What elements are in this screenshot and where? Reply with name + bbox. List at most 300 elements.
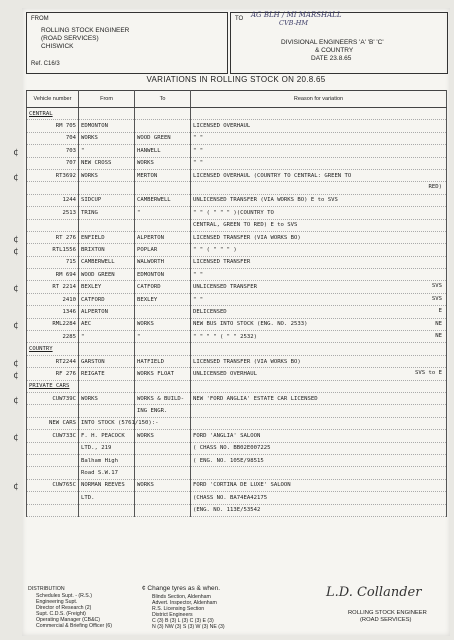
table-row — [27, 293, 447, 305]
table-row — [27, 368, 447, 380]
vehicle-cell — [27, 454, 79, 466]
extra-cell-text: NE — [435, 320, 442, 327]
to-cell — [135, 355, 191, 367]
section-row — [27, 108, 447, 120]
from-cell — [79, 157, 135, 169]
vehicle-cell-text: 1346 — [62, 308, 76, 315]
table-row — [27, 244, 447, 256]
vehicle-cell-text: 1244 — [62, 197, 76, 204]
from-line-1: ROLLING STOCK ENGINEER — [41, 27, 130, 34]
vehicle-cell — [13, 479, 79, 493]
to-cell — [135, 120, 191, 132]
table-body — [13, 108, 447, 517]
to-cell-text: WORKS — [137, 160, 154, 167]
reason-cell-text: " " — [193, 296, 204, 303]
vehicle-cell — [13, 281, 79, 295]
vehicle-cell — [13, 368, 79, 381]
table-row — [27, 231, 447, 243]
reason-cell — [191, 182, 447, 194]
reason-cell — [191, 405, 447, 417]
vehicle-cell — [27, 269, 79, 281]
from-cell — [79, 293, 135, 305]
table-cell — [191, 343, 447, 355]
from-cell — [79, 169, 135, 181]
mid-line-6: N (3) NW (3) S (3) W (3) NE (3) — [152, 624, 225, 630]
change-tyres-mark: ¢ — [13, 321, 19, 332]
table-row — [27, 157, 447, 169]
to-cell — [135, 454, 191, 466]
from-cell-text: REIGATE — [81, 370, 105, 377]
to-cell — [135, 430, 191, 442]
reason-cell — [191, 256, 447, 268]
col-to: To — [135, 91, 191, 108]
from-cell-text: ENFIELD — [81, 234, 105, 241]
to-cell-text: ING ENGR. — [137, 408, 168, 415]
to-cell-text: ALPERTON — [137, 234, 164, 241]
from-cell — [79, 182, 135, 194]
to-box — [230, 12, 448, 74]
from-cell — [79, 306, 135, 318]
to-cell-text: WORKS & BUILD- — [137, 395, 185, 402]
table-row — [27, 269, 447, 281]
vehicle-cell-text: RT3692 — [55, 172, 76, 179]
table-row — [27, 479, 447, 491]
to-handwritten: AG BLH / MI MARSHALL — [251, 11, 342, 19]
reason-cell-text: UNLICENSED TRANSFER (VIA WORKS BO) E to SVS — [193, 197, 338, 204]
reason-cell-text: ( CHASS NO. BB02E007225 — [193, 445, 271, 452]
from-cell — [79, 454, 135, 466]
from-cell — [79, 405, 135, 417]
to-cell-text: EDMONTON — [137, 271, 164, 278]
from-cell — [79, 467, 135, 479]
change-tyres-mark: ¢ — [13, 370, 19, 381]
reason-cell-text: LICENSED TRANSFER (VIA WORKS BO) — [193, 358, 301, 365]
vehicle-cell — [13, 231, 79, 245]
from-cell-text: WORKS — [81, 172, 98, 179]
table-cell — [79, 380, 135, 392]
to-cell-text: " — [137, 209, 141, 216]
vehicle-cell-text: 703 — [65, 147, 76, 154]
to-cell-text: WOOD GREEN — [137, 135, 171, 142]
to-label: TO — [235, 16, 244, 22]
from-cell-text: F. H. PEACOCK — [81, 432, 125, 439]
to-cell — [135, 467, 191, 479]
from-cell-text: ALPERTON — [81, 308, 108, 315]
vehicle-cell — [27, 256, 79, 268]
to-line-1: DIVISIONAL ENGINEERS 'A' 'B' 'C' — [281, 39, 384, 46]
reason-cell-text: ( ENG. NO. 105E/98515 — [193, 457, 264, 464]
vehicle-cell-text: RTL1556 — [52, 246, 76, 253]
table-cell — [191, 380, 447, 392]
page-title: VARIATIONS IN ROLLING STOCK ON 20.8.65 — [146, 75, 326, 84]
from-cell — [79, 492, 135, 504]
reason-cell-text: CENTRAL, GREEN TO RED) E to SVS — [193, 222, 298, 229]
table-row — [27, 194, 447, 206]
from-cell — [79, 132, 135, 144]
table-row — [27, 417, 447, 429]
from-cell — [79, 145, 135, 157]
table-row — [27, 442, 447, 454]
to-cell — [135, 368, 191, 380]
reason-cell — [191, 207, 447, 219]
vehicle-cell — [13, 145, 79, 158]
table-row — [27, 169, 447, 181]
reason-cell-text: NEW BUS INTO STOCK (ENG. NO. 2533) — [193, 321, 308, 328]
from-cell-text: CAMBERWELL — [81, 259, 115, 266]
mid-line-5: C (3) B (3) L (3) C (3) E (3) — [152, 618, 214, 624]
from-cell — [79, 331, 135, 343]
from-cell — [79, 442, 135, 454]
to-cell-text: HATFIELD — [137, 358, 164, 365]
from-cell-text: NORMAN REEVES — [81, 482, 125, 489]
to-cell — [135, 492, 191, 504]
sign-line-1: ROLLING STOCK ENGINEER — [348, 610, 427, 616]
change-tyres-mark: ¢ — [13, 234, 19, 245]
reason-cell — [191, 169, 447, 181]
section-label: PRIVATE CARS — [27, 380, 79, 392]
mid-line-2: Advert. Inspector, Aldenham — [152, 600, 217, 606]
change-tyres-mark: ¢ — [13, 147, 19, 158]
reason-cell — [191, 454, 447, 466]
change-tyres-mark: ¢ — [13, 432, 19, 443]
to-cell — [135, 244, 191, 256]
reason-cell — [191, 430, 447, 442]
reason-cell — [191, 281, 447, 293]
extra-cell-text: NE — [435, 333, 442, 340]
vehicle-cell-text: 2285 — [62, 333, 76, 340]
to-cell — [135, 256, 191, 268]
vehicle-cell — [27, 219, 79, 231]
reason-cell — [191, 355, 447, 367]
vehicle-cell — [27, 492, 79, 504]
to-cell-text: MERTON — [137, 172, 158, 179]
signature: L.D. Collander — [326, 585, 422, 600]
mid-line-1: Blinds Section, Aldenham — [152, 594, 211, 600]
table-row — [27, 120, 447, 132]
vehicle-cell-text: 2410 — [62, 296, 76, 303]
from-cell-text: LTD., 219 — [81, 445, 112, 452]
vehicle-cell — [27, 442, 79, 454]
table-row — [27, 331, 447, 343]
vehicle-cell — [27, 331, 79, 343]
from-cell-text: EDMONTON — [81, 123, 108, 130]
from-cell — [79, 392, 135, 404]
from-cell — [79, 120, 135, 132]
col-vehicle-number: Vehicle number — [27, 91, 79, 108]
from-box — [26, 12, 228, 74]
reason-cell — [191, 467, 447, 479]
from-cell — [79, 194, 135, 206]
reason-cell — [191, 231, 447, 243]
to-cell — [135, 231, 191, 243]
reason-cell-text: LICENSED OVERHAUL — [193, 123, 251, 130]
mid-line-3: R.S. Licensing Section — [152, 606, 205, 612]
to-cell-text: WORKS — [137, 432, 154, 439]
reason-cell-text: " " — [193, 160, 204, 167]
from-cell-text: " — [81, 333, 85, 340]
to-cell-text: WALWORTH — [137, 259, 164, 266]
reason-cell — [191, 120, 447, 132]
extra-cell-text: E — [438, 308, 442, 315]
vehicle-cell — [13, 318, 79, 332]
vehicle-cell — [27, 157, 79, 169]
from-cell — [79, 479, 135, 491]
change-tyres-mark: ¢ — [13, 172, 19, 183]
vehicle-cell-text: RML2284 — [52, 321, 76, 328]
reason-cell — [191, 219, 447, 231]
reason-cell-text: " " — [193, 147, 204, 154]
from-cell-text: BEXLEY — [81, 284, 102, 291]
table-row — [27, 467, 447, 479]
distribution-line-2: Engineering Supt. — [36, 599, 78, 605]
vehicle-cell — [27, 504, 79, 516]
to-cell — [135, 194, 191, 206]
to-cell — [135, 318, 191, 330]
to-cell — [135, 417, 191, 429]
reason-cell-text: NEW 'FORD ANGLIA' ESTATE CAR LICENSED — [193, 395, 318, 402]
change-tyres-mark: ¢ — [13, 395, 19, 406]
table-row — [27, 355, 447, 367]
date-label: DATE 23.8.65 — [311, 55, 352, 62]
table-row — [27, 504, 447, 516]
to-cell-text: " — [137, 333, 141, 340]
reason-cell-text: " " ( " " " ) — [193, 246, 237, 253]
vehicle-cell — [13, 430, 79, 443]
vehicle-cell — [27, 207, 79, 219]
reason-cell — [191, 368, 447, 380]
reason-cell — [191, 157, 447, 169]
from-cell-text: AEC — [81, 321, 92, 328]
from-line-2: (ROAD SERVICES) — [41, 35, 99, 42]
reason-cell-text: LICENSED OVERHAUL (COUNTRY TO CENTRAL: GREEN TO — [193, 172, 352, 179]
to-cell — [135, 504, 191, 516]
vehicle-cell-text: RT2244 — [55, 358, 76, 365]
reason-cell — [191, 306, 447, 318]
from-cell — [79, 219, 135, 231]
reason-cell — [191, 479, 447, 491]
reason-cell — [191, 269, 447, 281]
to-cell-text: WORKS FLOAT — [137, 370, 175, 377]
variations-table — [13, 90, 447, 517]
vehicle-cell — [13, 355, 79, 369]
from-cell — [79, 281, 135, 293]
to-cell — [135, 169, 191, 181]
table-row — [27, 132, 447, 144]
to-cell — [135, 157, 191, 169]
section-row — [27, 343, 447, 355]
mid-line-4: District Engineers — [152, 612, 193, 618]
vehicle-cell-text: RT 2214 — [52, 284, 76, 291]
reason-cell — [191, 293, 447, 305]
reason-cell-text: UNLICENSED TRANSFER — [193, 284, 257, 291]
reason-cell-text: DELICENSED — [193, 308, 227, 315]
vehicle-cell — [13, 244, 79, 257]
distribution-line-6: Commercial & Briefing Officer (6) — [36, 623, 113, 629]
to-cell — [135, 281, 191, 293]
from-cell-text: CATFORD — [81, 296, 105, 303]
from-cell-text: SIDCUP — [81, 197, 102, 204]
distribution-title: DISTRIBUTION — [28, 586, 65, 592]
reason-cell — [191, 331, 447, 343]
table-row — [27, 281, 447, 293]
from-line-3: CHISWICK — [41, 43, 74, 50]
table-row — [27, 182, 447, 194]
table-cell — [79, 108, 135, 120]
vehicle-cell-text: RM 694 — [55, 271, 76, 278]
to-cell — [135, 182, 191, 194]
vehicle-cell-text: CUW739C — [52, 395, 76, 402]
from-cell — [79, 244, 135, 256]
reason-cell-text: LICENSED TRANSFER (VIA WORKS BO) — [193, 234, 301, 241]
vehicle-cell-text: 704 — [65, 135, 76, 142]
table-row — [27, 392, 447, 404]
from-cell-text: TRING — [81, 209, 98, 216]
vehicle-cell-text: 715 — [65, 259, 76, 266]
vehicle-cell — [27, 132, 79, 144]
section-label: CENTRAL — [27, 108, 79, 120]
vehicle-cell-text: RF 276 — [55, 370, 76, 377]
reason-cell — [191, 504, 447, 516]
from-cell-text: NEW CROSS — [81, 160, 112, 167]
reason-cell — [191, 392, 447, 404]
change-tyres-mark: ¢ — [13, 482, 19, 493]
reason-cell-text: LICENSED TRANSFER — [193, 259, 251, 266]
section-row — [27, 380, 447, 392]
table-cell — [135, 108, 191, 120]
from-cell — [79, 355, 135, 367]
to-cell — [135, 442, 191, 454]
from-cell-text: WORKS — [81, 135, 98, 142]
distribution-line-4: Supt. C.D.S. (Freight) — [36, 611, 86, 617]
from-cell-text: WOOD GREEN — [81, 271, 115, 278]
distribution-line-5: Operating Manager (CB&C) — [36, 617, 101, 623]
from-cell-text: GARSTON — [81, 358, 105, 365]
table-header-row — [27, 91, 447, 108]
sign-line-2: (ROAD SERVICES) — [360, 617, 412, 623]
from-cell-text: Road S.W.17 — [81, 470, 119, 477]
table-row — [27, 145, 447, 157]
reason-cell — [191, 417, 447, 429]
vehicle-cell — [27, 405, 79, 417]
from-cell — [79, 231, 135, 243]
distribution-line-3: Director of Research (2) — [36, 605, 92, 611]
table-cell — [191, 108, 447, 120]
reason-cell-text: " " — [193, 135, 204, 142]
table-row — [27, 454, 447, 466]
section-label: COUNTRY — [27, 343, 79, 355]
vehicle-cell — [27, 417, 79, 429]
to-cell — [135, 269, 191, 281]
to-cell-text: CATFORD — [137, 284, 161, 291]
from-cell-text: BRIXTON — [81, 246, 105, 253]
reason-cell — [191, 194, 447, 206]
to-cell — [135, 479, 191, 491]
reason-cell-text: UNLICENSED OVERHAUL — [193, 370, 257, 377]
document-sheet — [13, 8, 450, 636]
vehicle-cell-text: RT 276 — [55, 234, 76, 241]
reason-cell — [191, 318, 447, 330]
reason-cell — [191, 132, 447, 144]
from-cell — [79, 417, 159, 429]
vehicle-cell — [27, 194, 79, 206]
extra-cell-text: RED) — [428, 184, 442, 191]
from-label: FROM — [31, 16, 49, 22]
reason-cell-text: " " — [193, 271, 204, 278]
to-cell-text: CAMBERWELL — [137, 197, 171, 204]
reason-cell-text: (CHASS NO. BA74EA42175 — [193, 494, 268, 501]
vehicle-cell — [27, 467, 79, 479]
reason-cell-text: (ENG. NO. 113E/53542 — [193, 507, 261, 514]
to-line-2: & COUNTRY — [315, 47, 354, 54]
col-from: From — [79, 91, 135, 108]
from-cell — [79, 269, 135, 281]
distribution-line-1: Schedules Supt. - (R.S.) — [36, 593, 92, 599]
to-cell-text: HANWELL — [137, 147, 161, 154]
table-row — [27, 306, 447, 318]
extra-cell-text: SVS — [431, 295, 442, 302]
to-cell — [135, 405, 191, 417]
to-cell — [135, 331, 191, 343]
to-cell — [135, 207, 191, 219]
vehicle-cell-text: 707 — [65, 160, 76, 167]
reason-cell — [191, 442, 447, 454]
to-cell — [135, 145, 191, 157]
from-cell-text: WORKS — [81, 395, 98, 402]
from-cell — [79, 256, 135, 268]
to-cell — [135, 293, 191, 305]
from-cell-text: INTO STOCK (5761/150):- — [81, 420, 159, 427]
reason-cell — [191, 244, 447, 256]
extra-cell-text: SVS — [431, 283, 442, 290]
from-cell — [79, 207, 135, 219]
col-reason: Reason for variation — [191, 91, 447, 108]
reason-cell-text: FORD 'CORTINA DE LUXE' SALOON — [193, 482, 291, 489]
to-cell — [135, 132, 191, 144]
ref-number: Ref. C16/3 — [31, 61, 60, 67]
table-row — [27, 256, 447, 268]
vehicle-cell — [13, 169, 79, 183]
table-row — [27, 430, 447, 442]
to-cell — [135, 306, 191, 318]
extra-cell-text: SVS to E — [415, 370, 442, 377]
to-cell-text: WORKS — [137, 482, 154, 489]
reason-cell — [191, 145, 447, 157]
vehicle-cell — [27, 293, 79, 305]
vehicle-cell — [27, 306, 79, 318]
vehicle-cell-text: NEW CARS — [49, 420, 76, 427]
from-cell — [79, 504, 135, 516]
from-cell-text: " — [81, 147, 85, 154]
vehicle-cell-text: 2513 — [62, 209, 76, 216]
to-handwritten-2: CVB-HM — [279, 19, 309, 27]
table-row — [27, 405, 447, 417]
table-row — [27, 207, 447, 219]
tyre-note: ¢ Change tyres as & when. — [142, 585, 221, 592]
to-cell — [135, 219, 191, 231]
vehicle-cell — [27, 182, 79, 194]
from-cell — [79, 368, 135, 380]
from-cell — [79, 318, 135, 330]
change-tyres-mark: ¢ — [13, 284, 19, 295]
from-cell-text: LTD. — [81, 494, 95, 501]
vehicle-cell-text: CUW765C — [52, 482, 76, 489]
from-cell — [79, 430, 135, 442]
table-row — [27, 318, 447, 330]
to-cell-text: WORKS — [137, 321, 154, 328]
to-cell-text: POPLAR — [137, 246, 158, 253]
vehicle-cell — [27, 120, 79, 132]
vehicle-cell-text: RM 705 — [55, 123, 76, 130]
